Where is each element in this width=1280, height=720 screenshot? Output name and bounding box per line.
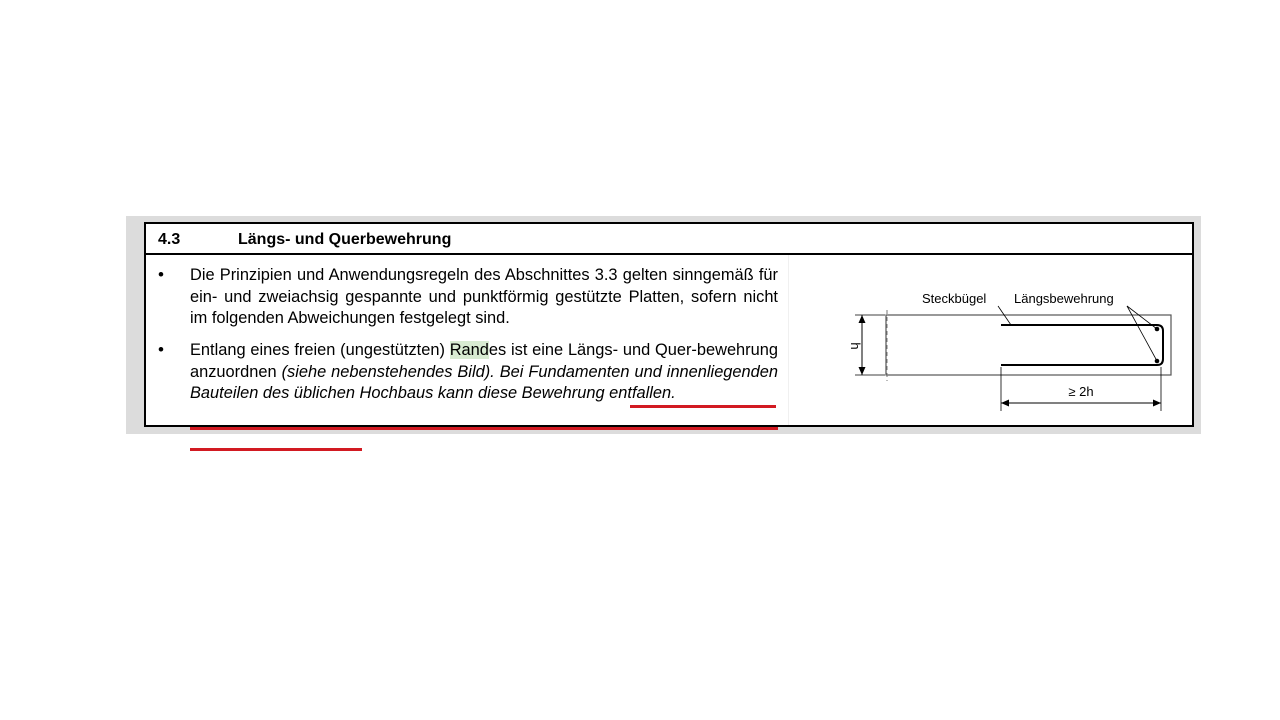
underlined-note: Bei Fundamenten und innenliegenden Bauteilen des üblichen Hochbaus kann diese Bewehrung entfallen.	[190, 362, 779, 402]
arrow-head	[859, 367, 866, 375]
section-number: 4.3	[158, 231, 181, 248]
figure-column	[791, 255, 1192, 425]
paragraph-text: es ist eine Längs- und Quer-bewehrung anzuordnen	[190, 341, 778, 381]
bullet-marker: •	[158, 265, 164, 284]
steckbuegel-label: Steckbügel	[922, 291, 987, 306]
2h-label: ≥ 2h	[1068, 384, 1094, 399]
red-underline	[630, 405, 776, 408]
u-bar	[1001, 325, 1163, 365]
bullet-paragraph-1: Die Prinzipien und Anwendungsregeln des Abschnittes 3.3 gelten sinngemäß für ein- und zweiachsig gespannte und punktförmig gestützte Platten, sofern nicht im folgenden Abweichungen festgelegt sind.	[190, 266, 778, 327]
leader-line	[1127, 306, 1157, 361]
reinforcement-diagram	[791, 255, 1194, 427]
laengsbewehrung-label: Längsbewehrung	[1014, 291, 1114, 306]
highlighted-word: Rand	[449, 341, 489, 359]
arrow-head	[1001, 400, 1009, 407]
section-title: Längs- und Querbewehrung	[238, 231, 452, 248]
paragraph-text: Entlang eines freien (ungestützten)	[190, 341, 450, 359]
figure-reference: (siehe nebenstehendes Bild).	[281, 362, 495, 381]
arrow-head	[1153, 400, 1161, 407]
section-box	[144, 222, 1194, 427]
bullet-marker: •	[158, 340, 164, 359]
bullet-paragraph-2	[190, 340, 778, 405]
text-column	[146, 255, 789, 425]
red-underline	[190, 427, 778, 430]
red-underline	[190, 448, 362, 451]
h-label: h	[848, 342, 863, 350]
section-header	[146, 224, 1192, 255]
arrow-head	[859, 315, 866, 323]
